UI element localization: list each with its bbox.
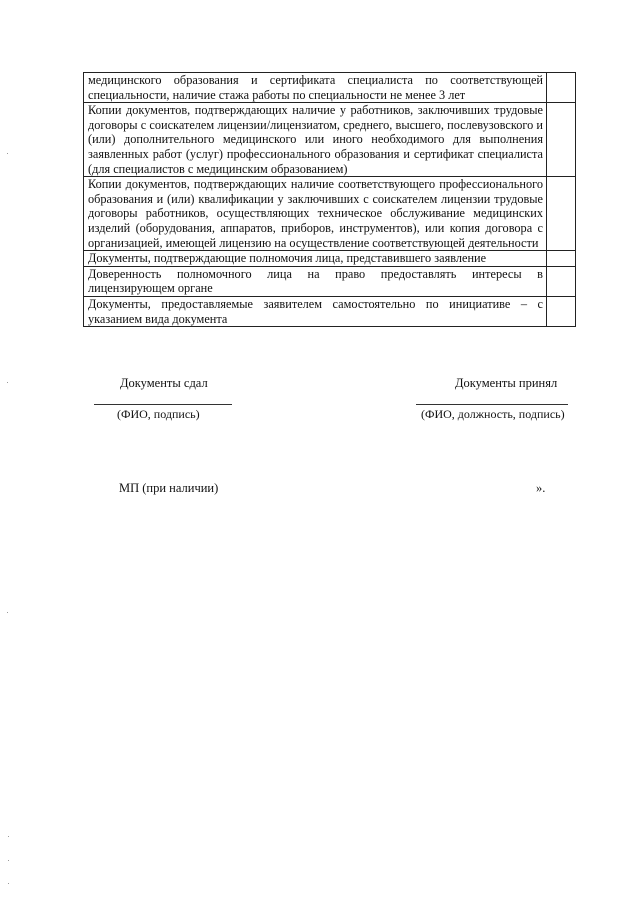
document-description: медицинского образования и сертификата специалиста по соответствующей специальности, наличие стажа работы по специальности не менее 3 лет xyxy=(84,73,547,103)
mark-cell xyxy=(547,73,576,103)
mark-cell xyxy=(547,103,576,177)
handed-over-hint: (ФИО, подпись) xyxy=(117,407,200,421)
documents-table xyxy=(83,72,576,327)
accepted-signature-line xyxy=(416,404,568,405)
table-row xyxy=(84,103,576,177)
mark-cell xyxy=(547,266,576,296)
scan-speck xyxy=(7,382,8,383)
accepted-hint: (ФИО, должность, подпись) xyxy=(421,407,565,421)
stamp-label: МП (при наличии) xyxy=(119,481,219,495)
closing-quote: ». xyxy=(536,481,546,495)
handed-over-label: Документы сдал xyxy=(120,376,208,390)
document-description: Копии документов, подтверждающих наличие соответствующего профессионального образования и (или) квалификации у заключивших с соискателем лицензии трудовые договоры работников, осуществляющих техническое обслуживание медицинских изделий (оборудования, аппаратов, приборов, инструментов), или копия договора с организацией, имеющей лицензию на осуществление соответствующей деятельности xyxy=(84,177,547,251)
document-description: Документы, подтверждающие полномочия лица, представившего заявление xyxy=(84,251,547,267)
document-description: Доверенность полномочного лица на право предоставлять интересы в лицензирующем органе xyxy=(84,266,547,296)
table-row xyxy=(84,296,576,326)
scan-speck xyxy=(8,860,9,861)
scan-speck xyxy=(7,153,8,154)
scan-speck xyxy=(7,612,8,613)
document-description: Документы, предоставляемые заявителем самостоятельно по инициативе – с указанием вида документа xyxy=(84,296,547,326)
accepted-label: Документы принял xyxy=(455,376,558,390)
mark-cell xyxy=(547,296,576,326)
table-row xyxy=(84,177,576,251)
scan-speck xyxy=(8,836,9,837)
mark-cell xyxy=(547,251,576,267)
table-row xyxy=(84,266,576,296)
scan-speck xyxy=(8,883,9,884)
handed-over-signature-line xyxy=(94,404,232,405)
mark-cell xyxy=(547,177,576,251)
table-row xyxy=(84,73,576,103)
table-row xyxy=(84,251,576,267)
document-description: Копии документов, подтверждающих наличие у работников, заключивших трудовые договоры с соискателем лицензии/лицензиатом, среднего, высшего, послевузовского и (или) дополнительного медицинского или иного необходимого для выполнения заявленных работ (услуг) профессионального образования и сертификат специалиста (для специалистов с медицинским образованием) xyxy=(84,103,547,177)
